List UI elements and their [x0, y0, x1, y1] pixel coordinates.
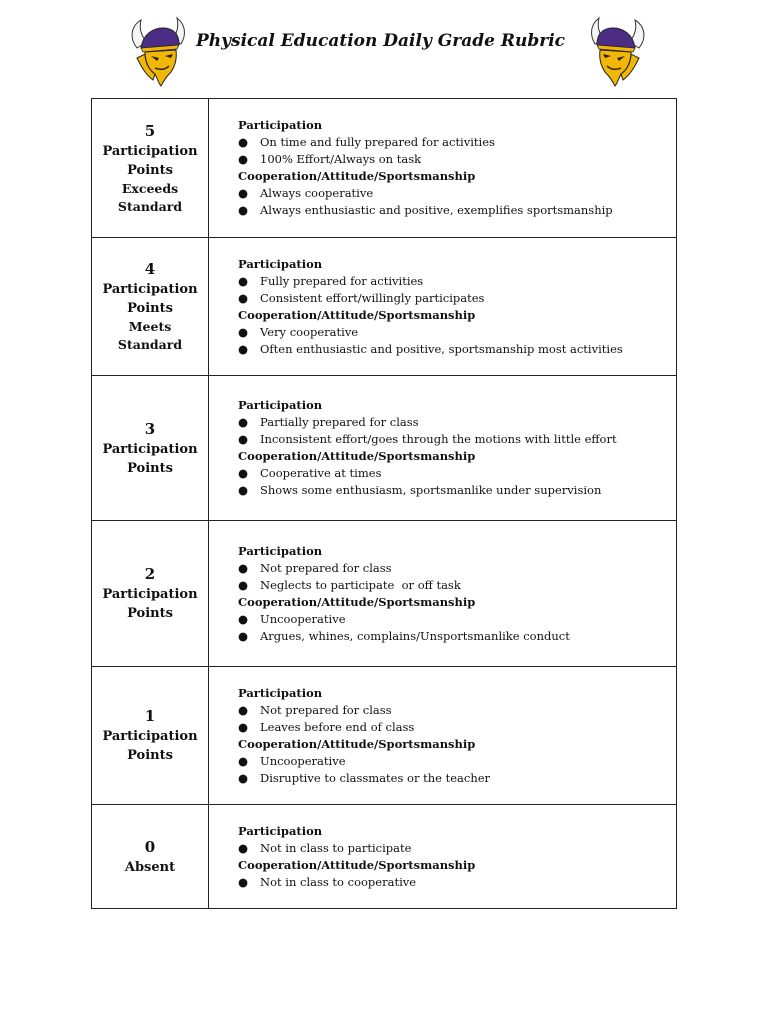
- bullet-icon: ●: [238, 840, 249, 855]
- standard-label: Meets: [128, 319, 172, 334]
- criteria-cell: [209, 805, 677, 909]
- rubric-row: [92, 99, 677, 238]
- list-item: [238, 465, 668, 482]
- cooperation-heading: Cooperation/Attitude/Sportsmanship: [238, 169, 476, 183]
- cooperation-list: [238, 611, 668, 645]
- rubric-row: [92, 238, 677, 376]
- score-label: Participation: [102, 282, 198, 297]
- participation-heading: Participation: [238, 823, 323, 838]
- participation-heading: Participation: [238, 543, 323, 558]
- list-item-text: 100% Effort/Always on task: [260, 152, 422, 166]
- score-label: Participation: [102, 587, 198, 602]
- score-cell: [92, 805, 209, 909]
- list-item: [238, 151, 668, 168]
- bullet-icon: ●: [238, 341, 249, 356]
- rubric-row: [92, 521, 677, 667]
- bullet-icon: ●: [238, 483, 249, 497]
- list-item: [238, 628, 668, 645]
- score-number: 3: [144, 419, 156, 438]
- list-item: [238, 185, 668, 202]
- list-item-text: Not prepared for class: [260, 560, 392, 575]
- score-cell: [92, 99, 209, 238]
- page-header: [0, 0, 768, 95]
- score-number: 4: [144, 260, 156, 278]
- viking-mascot-icon: [127, 14, 191, 88]
- list-item-text: Not in class to cooperative: [260, 874, 417, 889]
- list-item: [238, 414, 668, 431]
- rubric-row: [92, 805, 677, 909]
- participation-heading: Participation: [238, 118, 323, 132]
- bullet-icon: ●: [238, 611, 249, 626]
- bullet-icon: ●: [238, 577, 249, 592]
- list-item-text: Not prepared for class: [260, 702, 392, 717]
- list-item-text: Uncooperative: [260, 753, 346, 768]
- list-item-text: Very cooperative: [260, 324, 359, 339]
- bullet-icon: ●: [238, 135, 249, 149]
- score-label: Absent: [124, 859, 176, 875]
- bullet-icon: ●: [238, 415, 249, 429]
- list-item: [238, 341, 668, 358]
- bullet-icon: ●: [238, 874, 249, 889]
- participation-heading: Participation: [238, 398, 323, 412]
- bullet-icon: ●: [238, 628, 249, 643]
- score-label: Participation: [102, 143, 198, 159]
- score-label: Points: [127, 606, 173, 621]
- list-item-text: Disruptive to classmates or the teacher: [260, 770, 491, 785]
- list-item-text: Partially prepared for class: [260, 415, 419, 429]
- rubric-row: [92, 376, 677, 521]
- list-item: [238, 482, 668, 499]
- list-item: [238, 431, 668, 448]
- list-item-text: On time and fully prepared for activities: [260, 135, 495, 149]
- rubric-row: [92, 667, 677, 805]
- score-number: 0: [144, 837, 156, 856]
- list-item-text: Inconsistent effort/goes through the motions with little effort: [260, 432, 617, 446]
- score-cell: [92, 238, 209, 376]
- participation-list: [238, 560, 668, 594]
- page-title: Physical Education Daily Grade Rubric: [196, 31, 566, 51]
- list-item: [238, 290, 668, 307]
- participation-list: [238, 134, 668, 168]
- cooperation-list: [238, 324, 668, 358]
- score-number: 5: [144, 121, 156, 140]
- list-item-text: Not in class to participate: [260, 840, 412, 855]
- list-item: [238, 577, 668, 594]
- list-item-text: Shows some enthusiasm, sportsmanlike under supervision: [260, 483, 602, 497]
- list-item-text: Always cooperative: [260, 186, 374, 200]
- cooperation-list: [238, 753, 668, 787]
- bullet-icon: ●: [238, 560, 249, 575]
- participation-list: [238, 414, 668, 448]
- bullet-icon: ●: [238, 203, 249, 217]
- criteria-cell: [209, 667, 677, 805]
- cooperation-heading: Cooperation/Attitude/Sportsmanship: [238, 594, 476, 609]
- score-label: Participation: [102, 441, 198, 457]
- list-item-text: Cooperative at times: [260, 466, 382, 480]
- score-label: Points: [127, 162, 173, 178]
- bullet-icon: ●: [238, 324, 249, 339]
- list-item-text: Consistent effort/willingly participates: [260, 290, 485, 305]
- cooperation-list: [238, 185, 668, 219]
- list-item: [238, 611, 668, 628]
- cooperation-list: [238, 465, 668, 499]
- participation-heading: Participation: [238, 256, 323, 271]
- score-cell: [92, 667, 209, 805]
- list-item-text: Often enthusiastic and positive, sportsmanship most activities: [260, 341, 623, 356]
- participation-heading: Participation: [238, 685, 323, 700]
- score-cell: [92, 376, 209, 521]
- criteria-cell: [209, 99, 677, 238]
- score-cell: [92, 521, 209, 667]
- list-item: [238, 770, 668, 787]
- list-item-text: Uncooperative: [260, 611, 346, 626]
- list-item: [238, 273, 668, 290]
- list-item: [238, 719, 668, 736]
- list-item-text: Always enthusiastic and positive, exemplifies sportsmanship: [260, 203, 613, 217]
- list-item: [238, 874, 668, 891]
- criteria-cell: [209, 238, 677, 376]
- list-item: [238, 202, 668, 219]
- score-number: 2: [144, 565, 156, 583]
- participation-list: [238, 840, 668, 857]
- score-label: Points: [127, 301, 173, 316]
- list-item: [238, 753, 668, 770]
- bullet-icon: ●: [238, 186, 249, 200]
- list-item-text: Argues, whines, complains/Unsportsmanlike conduct: [260, 628, 570, 643]
- cooperation-list: [238, 874, 668, 891]
- bullet-icon: ●: [238, 432, 249, 446]
- criteria-cell: [209, 376, 677, 521]
- bullet-icon: ●: [238, 466, 249, 480]
- bullet-icon: ●: [238, 719, 249, 734]
- list-item: [238, 702, 668, 719]
- cooperation-heading: Cooperation/Attitude/Sportsmanship: [238, 307, 476, 322]
- bullet-icon: ●: [238, 152, 249, 166]
- score-label: Points: [127, 748, 173, 763]
- list-item: [238, 324, 668, 341]
- criteria-cell: [209, 521, 677, 667]
- list-item: [238, 134, 668, 151]
- standard-label: Standard: [117, 337, 183, 352]
- list-item: [238, 560, 668, 577]
- bullet-icon: ●: [238, 290, 249, 305]
- participation-list: [238, 273, 668, 307]
- viking-mascot-icon: [585, 14, 649, 88]
- list-item-text: Fully prepared for activities: [260, 273, 424, 288]
- score-number: 1: [144, 707, 156, 725]
- cooperation-heading: Cooperation/Attitude/Sportsmanship: [238, 449, 476, 463]
- cooperation-heading: Cooperation/Attitude/Sportsmanship: [238, 736, 476, 751]
- bullet-icon: ●: [238, 753, 249, 768]
- cooperation-heading: Cooperation/Attitude/Sportsmanship: [238, 857, 476, 872]
- list-item: [238, 840, 668, 857]
- standard-label: Exceeds: [121, 180, 179, 196]
- bullet-icon: ●: [238, 273, 249, 288]
- standard-label: Standard: [117, 198, 183, 214]
- score-label: Points: [127, 460, 173, 476]
- score-label: Participation: [102, 729, 198, 744]
- bullet-icon: ●: [238, 770, 249, 785]
- list-item-text: Leaves before end of class: [260, 719, 415, 734]
- list-item-text: Neglects to participate or off task: [260, 577, 461, 592]
- participation-list: [238, 702, 668, 736]
- rubric-table: [91, 98, 677, 909]
- bullet-icon: ●: [238, 702, 249, 717]
